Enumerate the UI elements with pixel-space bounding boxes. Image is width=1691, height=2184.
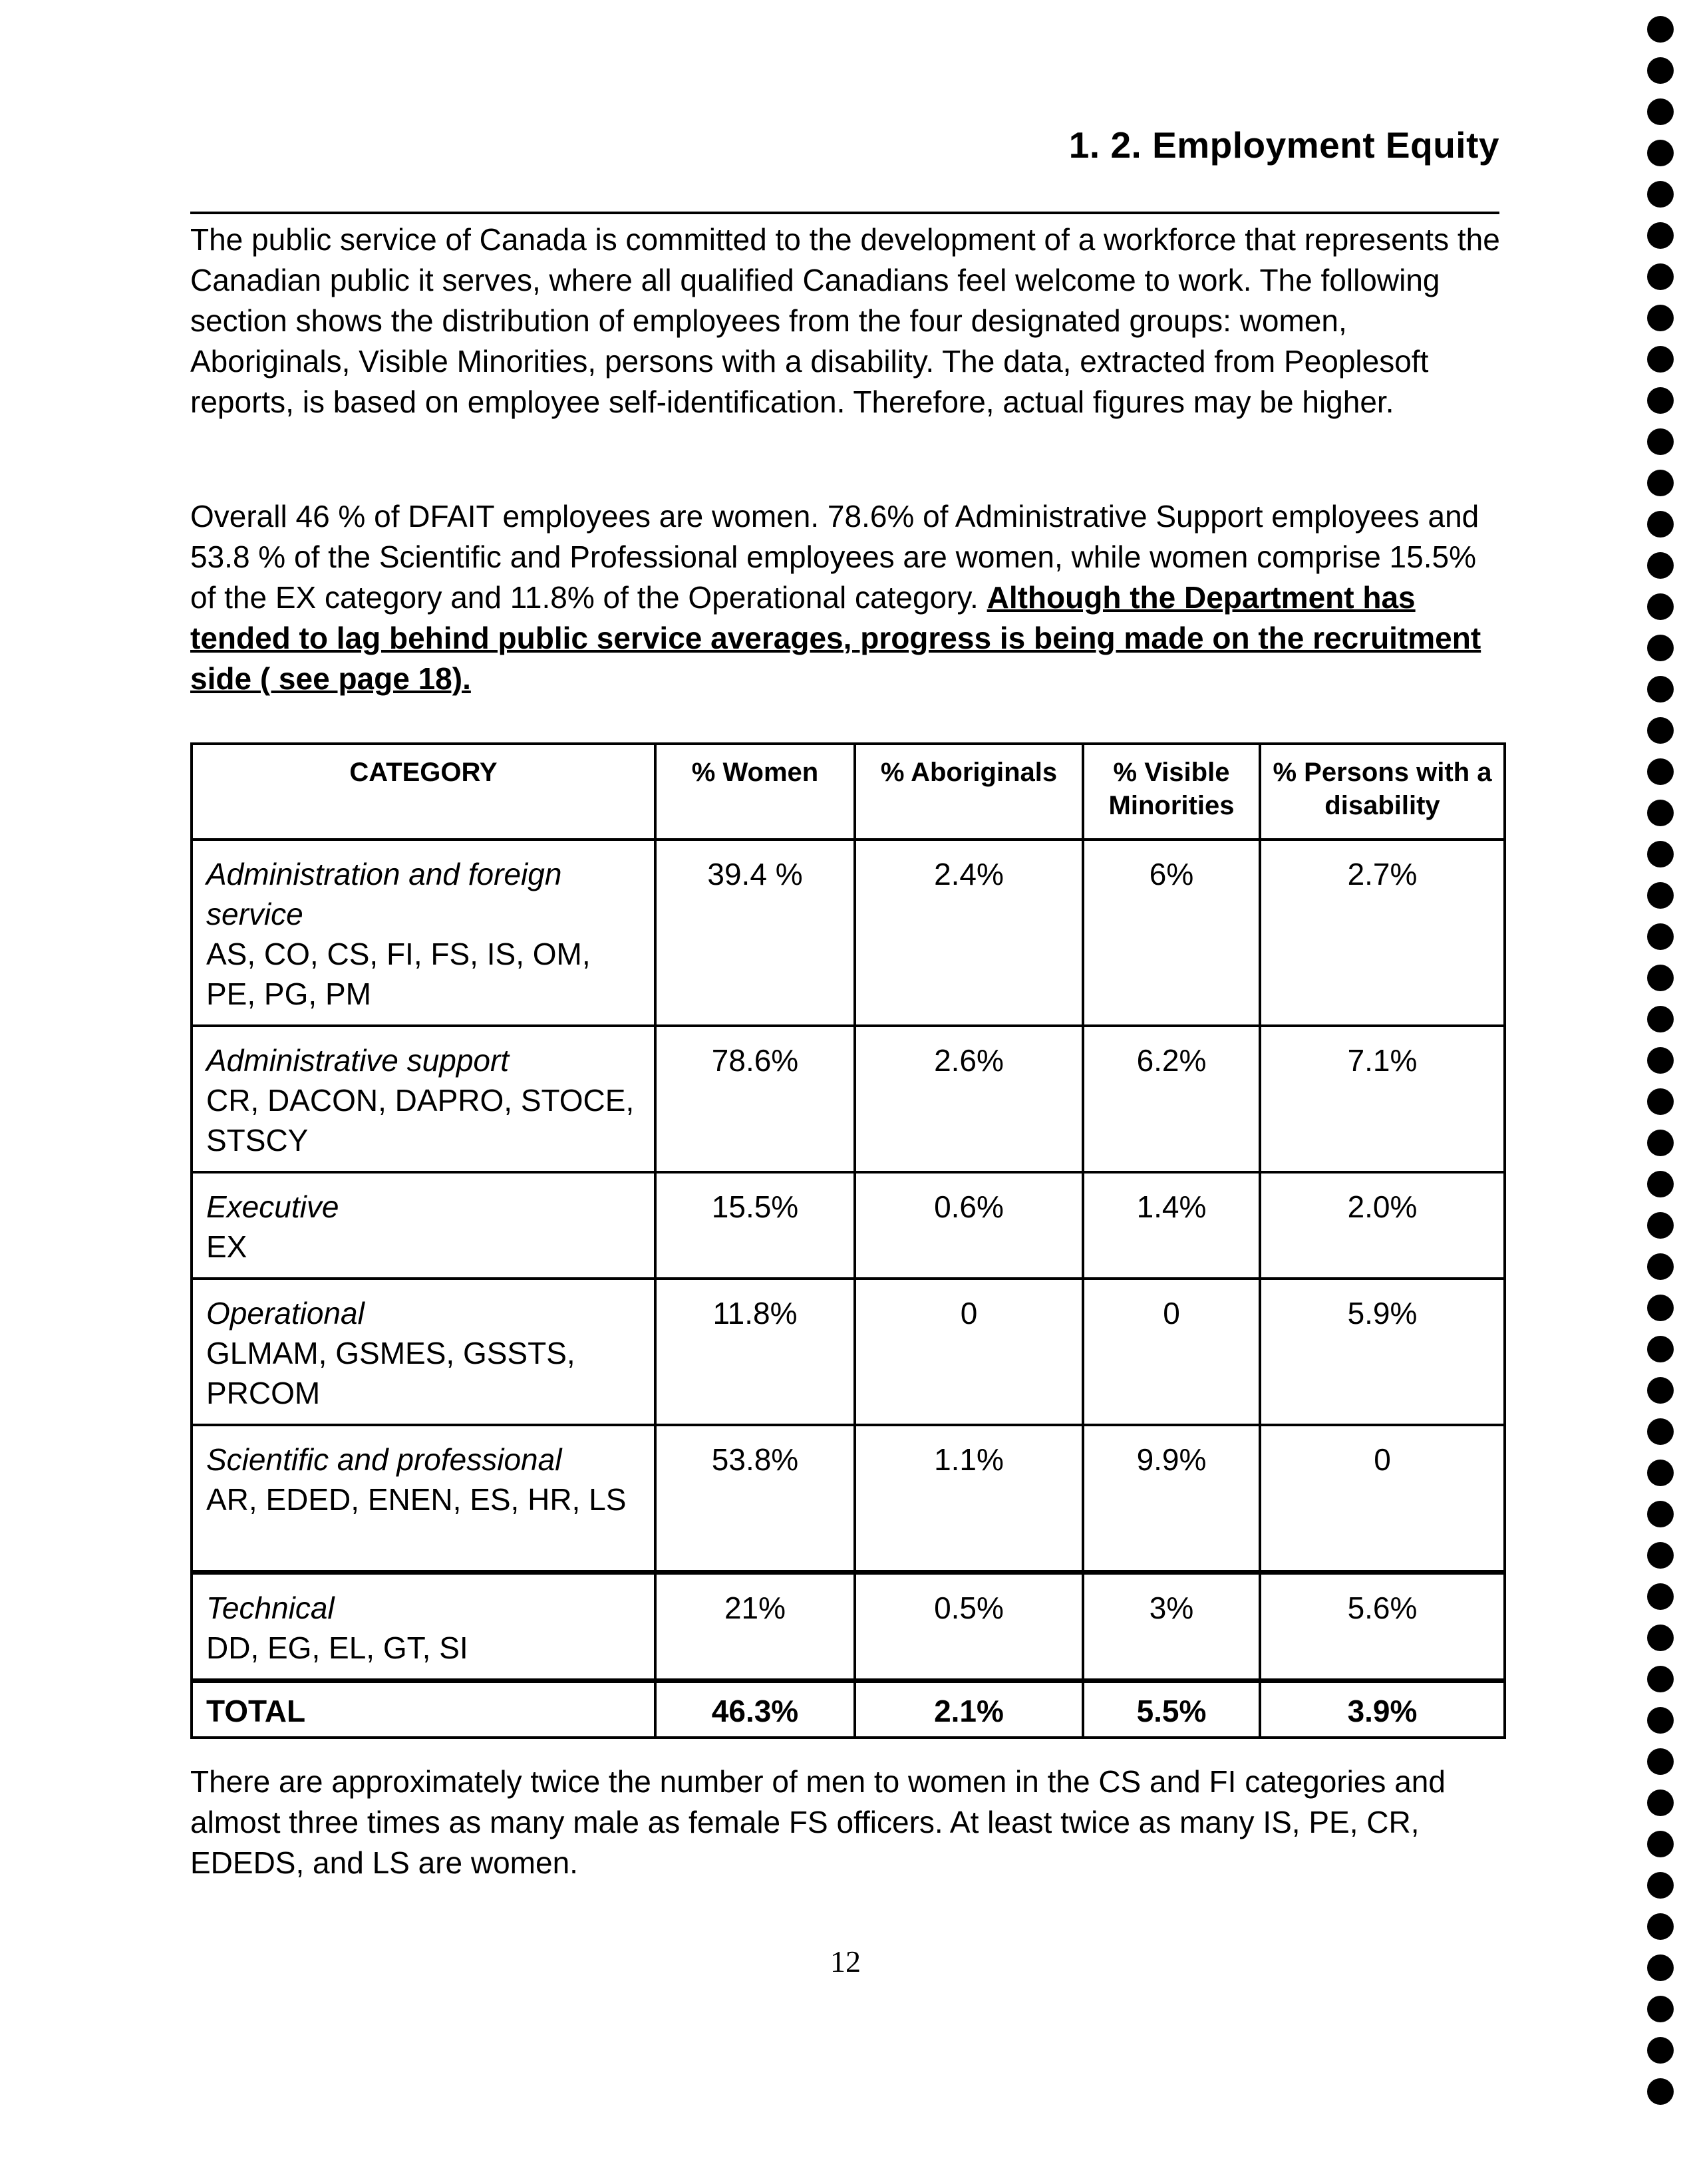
binding-hole-icon [1647, 1954, 1674, 1981]
binding-hole-icon [1647, 1295, 1674, 1321]
binding-hole-icon [1647, 635, 1674, 661]
category-name: Administration and foreign service [206, 857, 562, 931]
category-codes: AR, EDED, ENEN, ES, HR, LS [206, 1482, 627, 1517]
binding-hole-icon [1647, 676, 1674, 702]
binding-hole-icon [1647, 2078, 1674, 2105]
category-codes: EX [206, 1229, 247, 1264]
binding-hole-icon [1647, 140, 1674, 166]
category-codes: AS, CO, CS, FI, FS, IS, OM, PE, PG, PM [206, 937, 591, 1011]
women-cell: 15.5% [655, 1172, 855, 1279]
binding-hole-icon [1647, 1047, 1674, 1074]
overall-paragraph [190, 496, 1507, 699]
binding-hole-icon [1647, 428, 1674, 455]
binding-hole-icon [1647, 965, 1674, 991]
total-row [192, 1681, 1505, 1738]
binding-hole-icon [1647, 1006, 1674, 1032]
binding-hole-icon [1647, 758, 1674, 785]
visible-minorities-cell: 6% [1083, 840, 1260, 1026]
binding-hole-icon [1647, 1666, 1674, 1692]
total-label: TOTAL [192, 1681, 655, 1738]
binding-hole-icon [1647, 1996, 1674, 2022]
category-cell [192, 840, 655, 1026]
intro-paragraph: The public service of Canada is committed to the development of a workforce that represents the Canadian public it serves, where all qualified Canadians feel welcome to work. The following section shows the distribution of employees from the four designated groups: women, Aboriginals, Visible Minorities, persons with a disability. The data, extracted from Peoplesoft reports, is based on employee self-identification. Therefore, actual figures may be higher. [190, 222, 1500, 419]
category-name: Operational [206, 1296, 365, 1330]
binding-hole-icon [1647, 552, 1674, 579]
employment-equity-table [190, 742, 1506, 1739]
page-title: 1. 2. Employment Equity [1068, 124, 1499, 166]
binding-hole-icon [1647, 57, 1674, 84]
table-row [192, 1172, 1505, 1279]
binding-hole-icon [1647, 1501, 1674, 1527]
overall-emphasis: Although the Department has tended to lag behind public service averages, progress is being made on the recruitment side ( see page 18). [190, 580, 1481, 696]
table-row [192, 840, 1505, 1026]
page-number: 12 [830, 1945, 861, 1978]
disability-cell: 2.7% [1260, 840, 1505, 1026]
category-cell [192, 1425, 655, 1573]
table-header-row [192, 744, 1505, 840]
binding-hole-icon [1647, 1707, 1674, 1734]
women-cell: 39.4 % [655, 840, 855, 1026]
binding-hole-icon [1647, 1171, 1674, 1197]
binding-hole-icon [1647, 1336, 1674, 1362]
header-visible-minorities: % Visible Minorities [1083, 744, 1260, 840]
binding-hole-icon [1647, 1088, 1674, 1115]
binding-hole-icon [1647, 2037, 1674, 2064]
binding-hole-icon [1647, 1625, 1674, 1651]
header-category: CATEGORY [192, 744, 655, 840]
category-cell [192, 1573, 655, 1681]
disability-cell: 2.0% [1260, 1172, 1505, 1279]
disability-cell: 5.6% [1260, 1573, 1505, 1681]
disability-cell: 0 [1260, 1425, 1505, 1573]
header-women: % Women [655, 744, 855, 840]
table-row [192, 1279, 1505, 1425]
binding-hole-icon [1647, 1212, 1674, 1239]
category-name: Scientific and professional [206, 1442, 562, 1477]
binding-hole-icon [1647, 1913, 1674, 1940]
women-cell: 21% [655, 1573, 855, 1681]
visible-minorities-cell: 9.9% [1083, 1425, 1260, 1573]
binding-hole-icon [1647, 1460, 1674, 1486]
header-disability: % Persons with a disability [1260, 744, 1505, 840]
title-rule [190, 212, 1499, 214]
women-cell: 53.8% [655, 1425, 855, 1573]
binding-hole-icon [1647, 1831, 1674, 1857]
overall-text: Overall 46 % of DFAIT employees are women. 78.6% of Administrative Support employees and 53.8 % of the Scientific and Professional employees are women, while women comprise 15.5% of the EX category and 11.8% of the Operational category. [190, 499, 1479, 615]
binding-hole-icon [1647, 181, 1674, 208]
binding-hole-icon [1647, 222, 1674, 249]
binding-hole-icon [1647, 1872, 1674, 1899]
women-cell: 11.8% [655, 1279, 855, 1425]
aboriginals-cell: 0 [855, 1279, 1083, 1425]
category-cell [192, 1026, 655, 1172]
category-name: Administrative support [206, 1043, 510, 1078]
total-disability: 3.9% [1260, 1681, 1505, 1738]
total-visible-minorities: 5.5% [1083, 1681, 1260, 1738]
visible-minorities-cell: 6.2% [1083, 1026, 1260, 1172]
total-aboriginals: 2.1% [855, 1681, 1083, 1738]
binding-hole-icon [1647, 1253, 1674, 1280]
binding-holes [1642, 16, 1682, 2184]
binding-hole-icon [1647, 16, 1674, 43]
binding-hole-icon [1647, 882, 1674, 909]
binding-hole-icon [1647, 1130, 1674, 1156]
binding-hole-icon [1647, 1790, 1674, 1816]
binding-hole-icon [1647, 346, 1674, 373]
category-name: Technical [206, 1591, 335, 1625]
header-aboriginals: % Aboriginals [855, 744, 1083, 840]
table-row [192, 1573, 1505, 1681]
binding-hole-icon [1647, 387, 1674, 414]
binding-hole-icon [1647, 923, 1674, 950]
disability-cell: 7.1% [1260, 1026, 1505, 1172]
table-row [192, 1026, 1505, 1172]
binding-hole-icon [1647, 263, 1674, 290]
binding-hole-icon [1647, 1748, 1674, 1775]
women-cell: 78.6% [655, 1026, 855, 1172]
category-codes: CR, DACON, DAPRO, STOCE, STSCY [206, 1083, 635, 1158]
category-codes: GLMAM, GSMES, GSSTS, PRCOM [206, 1336, 575, 1410]
binding-hole-icon [1647, 841, 1674, 867]
aboriginals-cell: 2.6% [855, 1026, 1083, 1172]
aboriginals-cell: 2.4% [855, 840, 1083, 1026]
closing-paragraph: There are approximately twice the number of men to women in the CS and FI categories and almost three times as many male as female FS officers. At least twice as many IS, PE, CR, EDEDS, and LS are women. [190, 1764, 1446, 1880]
binding-hole-icon [1647, 305, 1674, 331]
category-cell [192, 1279, 655, 1425]
binding-hole-icon [1647, 1418, 1674, 1445]
visible-minorities-cell: 0 [1083, 1279, 1260, 1425]
table-row [192, 1425, 1505, 1573]
aboriginals-cell: 0.5% [855, 1573, 1083, 1681]
binding-hole-icon [1647, 1583, 1674, 1610]
binding-hole-icon [1647, 593, 1674, 620]
binding-hole-icon [1647, 470, 1674, 496]
binding-hole-icon [1647, 1542, 1674, 1569]
disability-cell: 5.9% [1260, 1279, 1505, 1425]
visible-minorities-cell: 3% [1083, 1573, 1260, 1681]
aboriginals-cell: 0.6% [855, 1172, 1083, 1279]
binding-hole-icon [1647, 1377, 1674, 1404]
aboriginals-cell: 1.1% [855, 1425, 1083, 1573]
category-name: Executive [206, 1189, 339, 1224]
total-women: 46.3% [655, 1681, 855, 1738]
binding-hole-icon [1647, 511, 1674, 538]
category-cell [192, 1172, 655, 1279]
category-codes: DD, EG, EL, GT, SI [206, 1631, 468, 1665]
visible-minorities-cell: 1.4% [1083, 1172, 1260, 1279]
binding-hole-icon [1647, 98, 1674, 125]
binding-hole-icon [1647, 800, 1674, 826]
binding-hole-icon [1647, 717, 1674, 744]
